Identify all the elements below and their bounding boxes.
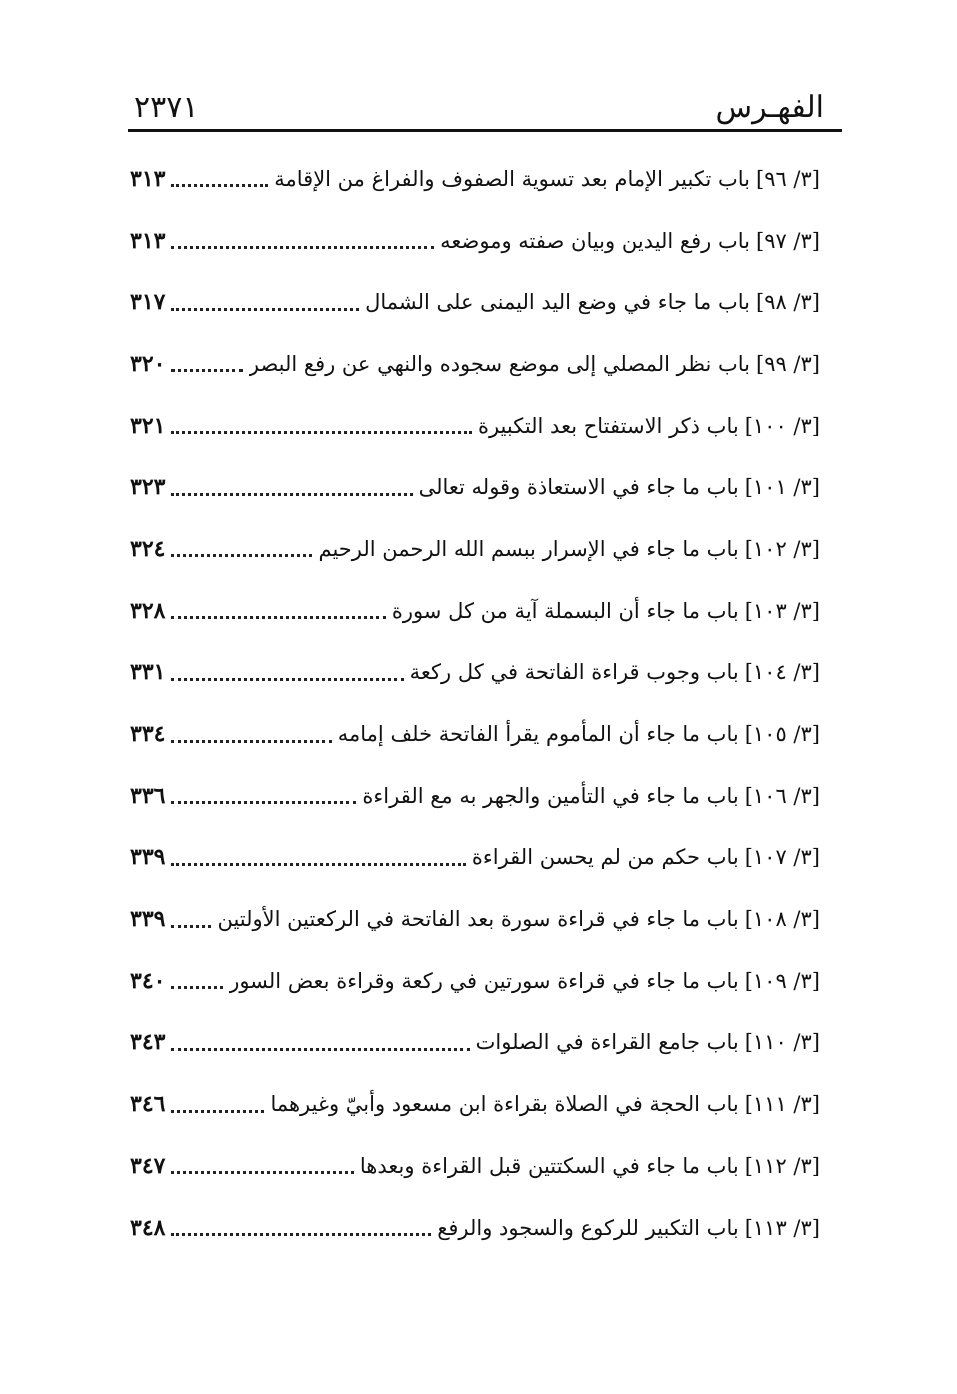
dot-leader bbox=[171, 493, 412, 496]
toc-entry bbox=[130, 827, 820, 889]
dot-leader bbox=[171, 369, 242, 372]
entry-ref: [٣/ ١١٣] bbox=[744, 1215, 820, 1240]
entry-page-number: ٣١٧ bbox=[130, 289, 166, 316]
toc-entry bbox=[130, 888, 820, 950]
header-rule bbox=[128, 129, 842, 132]
entry-ref: [٣/ ١٠٠] bbox=[744, 413, 820, 438]
toc-entry bbox=[130, 580, 820, 642]
toc-entry bbox=[130, 333, 820, 395]
entry-title: باب ما جاء في قراءة سورة بعد الفاتحة في الركعتين الأولتين bbox=[217, 907, 739, 932]
toc-entry bbox=[130, 765, 820, 827]
entry-page-number: ٣٢٤ bbox=[130, 535, 166, 562]
dot-leader bbox=[171, 1233, 431, 1236]
entry-page-number: ٣٤٣ bbox=[130, 1029, 166, 1056]
toc-entry bbox=[130, 642, 820, 704]
entry-page-number: ٣٤٨ bbox=[130, 1214, 166, 1241]
entry-title: باب ما جاء في السكتتين قبل القراءة وبعدها bbox=[359, 1153, 739, 1178]
entry-page-number: ٣١٣ bbox=[130, 227, 166, 254]
dot-leader bbox=[171, 863, 465, 866]
entry-ref: [٣/ ١١٠] bbox=[744, 1030, 820, 1055]
dot-leader bbox=[171, 678, 403, 681]
entry-page-number: ٣٤٦ bbox=[130, 1091, 166, 1118]
dot-leader bbox=[171, 616, 385, 619]
dot-leader bbox=[171, 308, 359, 311]
dot-leader bbox=[171, 246, 434, 249]
entry-ref: [٣/ ٩٨] bbox=[755, 290, 820, 315]
toc-entry bbox=[130, 950, 820, 1012]
entry-ref: [٣/ ٩٦] bbox=[755, 166, 820, 191]
dot-leader bbox=[171, 986, 223, 989]
entry-title: باب ما جاء أن المأموم يقرأ الفاتحة خلف إمامه bbox=[337, 722, 739, 747]
entry-ref: [٣/ ١٠٨] bbox=[744, 907, 820, 932]
entry-page-number: ٣٣٦ bbox=[130, 782, 166, 809]
entry-title: باب جامع القراءة في الصلوات bbox=[475, 1030, 739, 1055]
toc-entry bbox=[130, 1197, 820, 1259]
entry-ref: [٣/ ٩٩] bbox=[755, 351, 820, 376]
entry-ref: [٣/ ١٠٧] bbox=[744, 845, 820, 870]
entry-ref: [٣/ ١٠٤] bbox=[744, 660, 820, 685]
entry-ref: [٣/ ١٠٥] bbox=[744, 722, 820, 747]
entry-page-number: ٣٣٩ bbox=[130, 906, 166, 933]
entry-ref: [٣/ ١١١] bbox=[744, 1092, 820, 1117]
entry-page-number: ٣٢١ bbox=[130, 412, 166, 439]
entry-title: باب ما جاء في وضع اليد اليمنى على الشمال bbox=[365, 290, 750, 315]
dot-leader bbox=[171, 1171, 353, 1174]
entry-title: باب حكم من لم يحسن القراءة bbox=[471, 845, 739, 870]
toc-entry bbox=[130, 1012, 820, 1074]
dot-leader bbox=[171, 801, 356, 804]
dot-leader bbox=[171, 740, 331, 743]
entry-page-number: ٣٣٤ bbox=[130, 721, 166, 748]
dot-leader bbox=[171, 431, 472, 434]
dot-leader bbox=[171, 554, 312, 557]
entry-ref: [٣/ ١٠٦] bbox=[744, 783, 820, 808]
toc-entry bbox=[130, 456, 820, 518]
header-title: الفهـرس bbox=[715, 90, 824, 125]
dot-leader bbox=[171, 925, 211, 928]
toc-entry bbox=[130, 395, 820, 457]
entry-ref: [٣/ ١٠١] bbox=[744, 475, 820, 500]
entry-title: باب ما جاء في الاستعاذة وقوله تعالى bbox=[418, 475, 739, 500]
entry-title: باب نظر المصلي إلى موضع سجوده والنهي عن رفع البصر bbox=[248, 351, 750, 376]
toc-entry bbox=[130, 1073, 820, 1135]
entry-title: باب ما جاء أن البسملة آية من كل سورة bbox=[391, 598, 739, 623]
entry-page-number: ٣٢٨ bbox=[130, 597, 166, 624]
toc-entry bbox=[130, 1135, 820, 1197]
entry-page-number: ٣١٣ bbox=[130, 165, 166, 192]
entry-ref: [٣/ ٩٧] bbox=[755, 228, 820, 253]
toc-entry bbox=[130, 148, 820, 210]
toc-entry bbox=[130, 210, 820, 272]
entry-page-number: ٣٣١ bbox=[130, 659, 166, 686]
toc-entry bbox=[130, 271, 820, 333]
entry-page-number: ٣٢٣ bbox=[130, 474, 166, 501]
entry-title: باب ما جاء في قراءة سورتين في ركعة وقراءة بعض السور bbox=[229, 968, 739, 993]
entry-title: باب تكبير الإمام بعد تسوية الصفوف والفراغ من الإقامة bbox=[274, 166, 750, 191]
entry-title: باب الحجة في الصلاة بقراءة ابن مسعود وأبيّ وغيرهما bbox=[270, 1092, 739, 1117]
entry-page-number: ٣٣٩ bbox=[130, 844, 166, 871]
entry-title: باب وجوب قراءة الفاتحة في كل ركعة bbox=[409, 660, 739, 685]
toc-list bbox=[130, 148, 820, 1258]
page-header bbox=[128, 88, 842, 132]
toc-entry bbox=[130, 703, 820, 765]
entry-page-number: ٣٤٠ bbox=[130, 967, 166, 994]
entry-title: باب رفع اليدين وبيان صفته وموضعه bbox=[440, 228, 750, 253]
entry-title: باب ما جاء في التأمين والجهر به مع القراءة bbox=[362, 783, 739, 808]
dot-leader bbox=[171, 1110, 264, 1113]
toc-entry bbox=[130, 518, 820, 580]
entry-title: باب التكبير للركوع والسجود والرفع bbox=[437, 1215, 739, 1240]
dot-leader bbox=[171, 1048, 469, 1051]
entry-title: باب ذكر الاستفتاح بعد التكبيرة bbox=[477, 413, 739, 438]
entry-page-number: ٣٤٧ bbox=[130, 1152, 166, 1179]
entry-ref: [٣/ ١٠٣] bbox=[744, 598, 820, 623]
dot-leader bbox=[171, 184, 268, 187]
entry-title: باب ما جاء في الإسرار ببسم الله الرحمن الرحيم bbox=[318, 536, 739, 561]
header-page-number: ٢٣٧١ bbox=[134, 90, 199, 125]
entry-ref: [٣/ ١٠٢] bbox=[744, 536, 820, 561]
entry-ref: [٣/ ١٠٩] bbox=[744, 968, 820, 993]
entry-page-number: ٣٢٠ bbox=[130, 350, 166, 377]
entry-ref: [٣/ ١١٢] bbox=[744, 1153, 820, 1178]
